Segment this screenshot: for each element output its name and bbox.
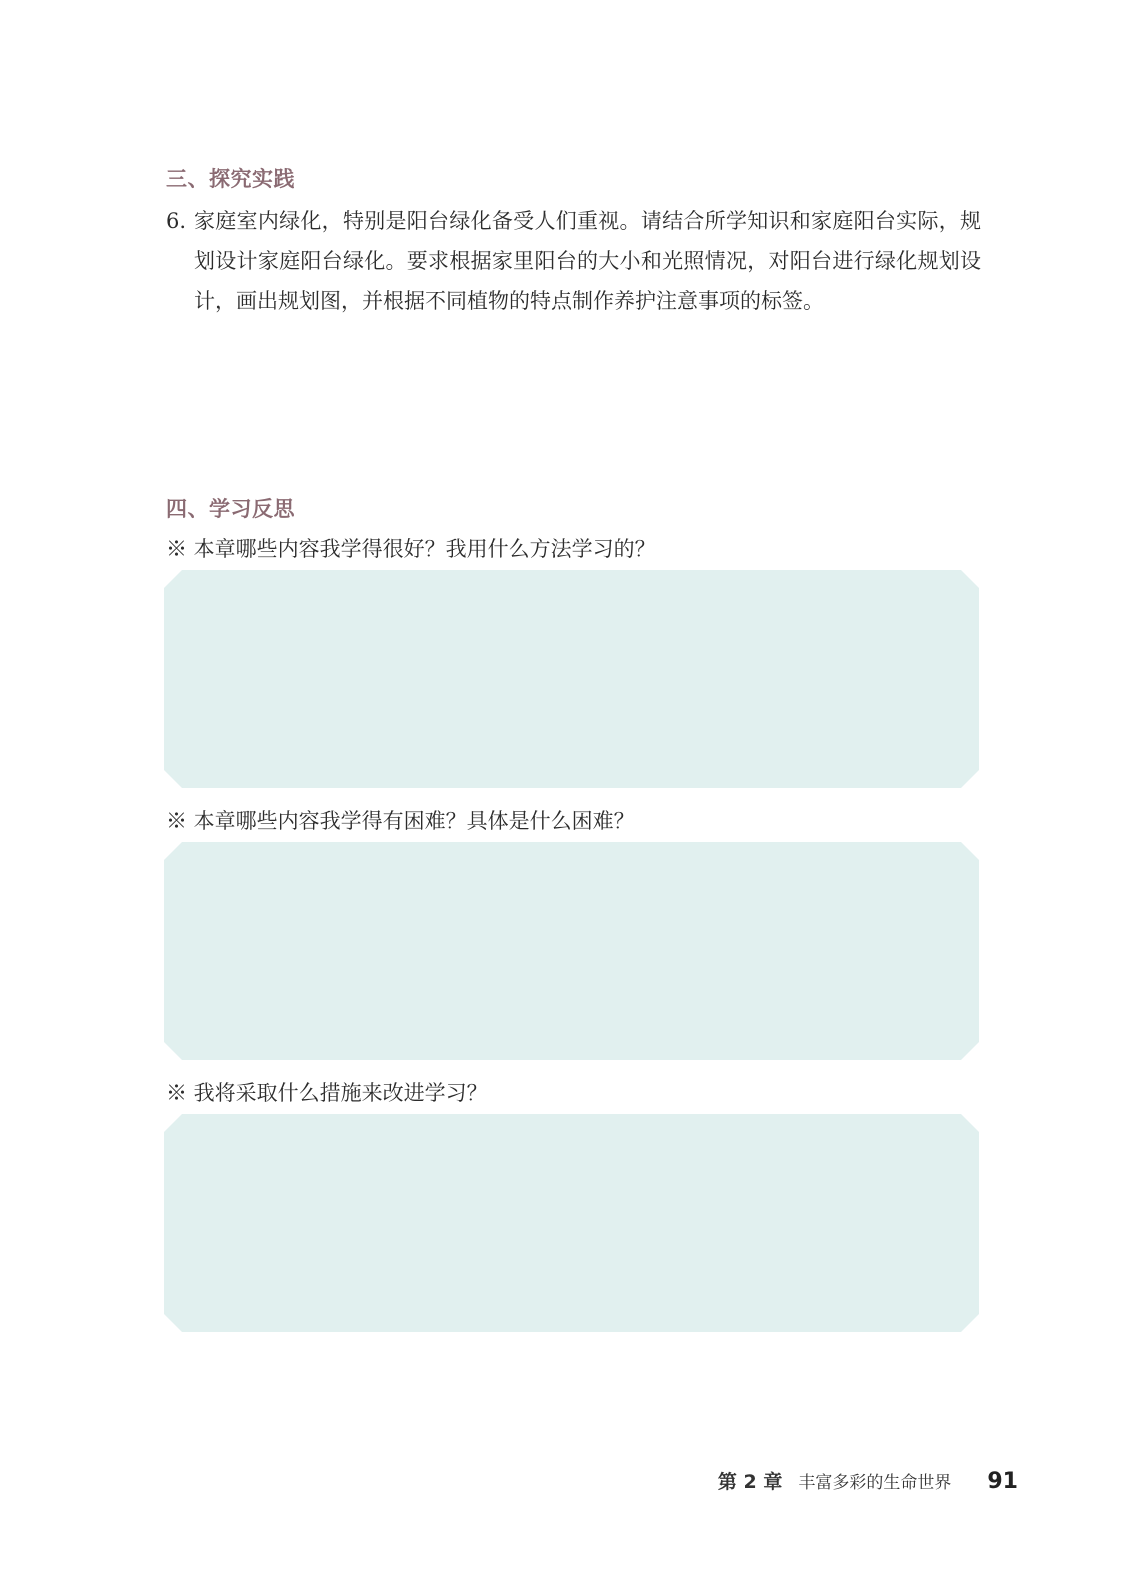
page-number: 91 [987,1469,1018,1494]
reflection-prompt-improvement: ※ 我将采取什么措施来改进学习？ [166,1081,488,1105]
reflection-prompt-difficulties: ※ 本章哪些内容我学得有困难？具体是什么困难？ [166,809,635,833]
question-6 [166,201,981,321]
chapter-label: 第 2 章 [717,1471,783,1493]
question-text: 家庭室内绿化，特别是阳台绿化备受人们重视。请结合所学知识和家庭阳台实际，规划设计家庭阳台绿化。要求根据家里阳台的大小和光照情况，对阳台进行绿化规划设计，画出规划图，并根据不同植物的特点制作养护注意事项的标签。 [194,209,981,313]
chapter-title: 丰富多彩的生命世界 [798,1473,952,1493]
answer-box-improvement[interactable] [164,1114,979,1332]
section-heading-learning-reflection: 四、学习反思 [166,497,295,521]
page-footer [718,1467,1018,1494]
reflection-prompt-learned-well: ※ 本章哪些内容我学得很好？我用什么方法学习的？ [166,537,656,561]
section-heading-inquiry-practice: 三、探究实践 [166,167,295,191]
answer-box-learned-well[interactable] [164,570,979,788]
question-number: 6. [166,209,187,233]
answer-box-difficulties[interactable] [164,842,979,1060]
